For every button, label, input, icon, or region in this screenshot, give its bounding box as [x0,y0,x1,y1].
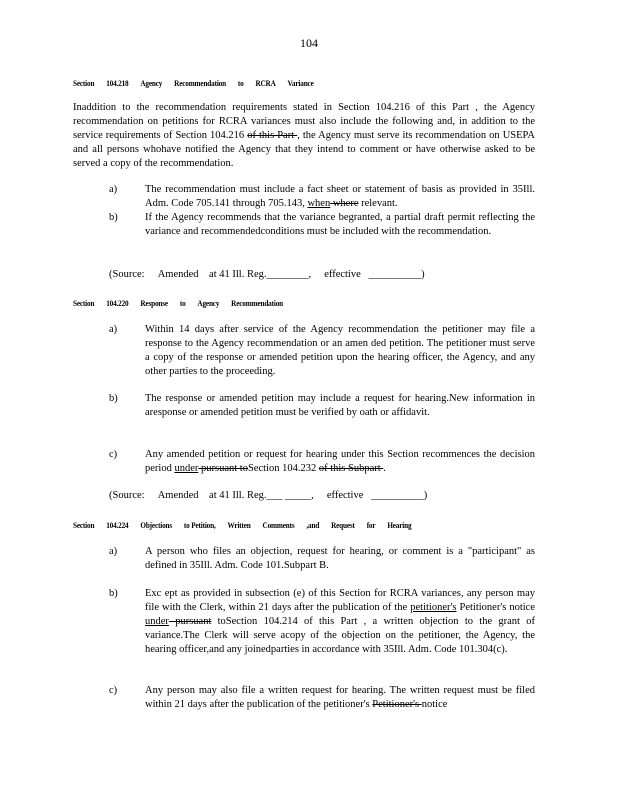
section-heading-104-220: Section 104.220 Response to Agency Recommendation [73,298,283,308]
section-heading-104-218: Section 104.218 Agency Recommendation to RCRA Variance [73,78,314,88]
page-number: 104 [300,36,318,50]
section-heading-104-224: Section 104.224 Objections to Petition, Written Comments ,and Request for Hearing [73,520,412,530]
intro-paragraph: Inaddition to the recommendation requirements stated in Section 104.216 of this Part , the Agency recommendation on petitions for RCRA variances must also include the following and, in addition to the service requirements of Section 104.216 of this Part , the Agency must serve its recommendation on USEPA and all persons whohave notified the Agency that they intend to comment or have otherwise asked to be served a copy of the recommendation. [73,102,535,169]
source-note: (Source: Amended at 41 Ill. Reg.________, effective __________) [109,269,425,280]
source-note: (Source: Amended at 41 Ill. Reg.___ _____, effective __________) [109,490,428,501]
